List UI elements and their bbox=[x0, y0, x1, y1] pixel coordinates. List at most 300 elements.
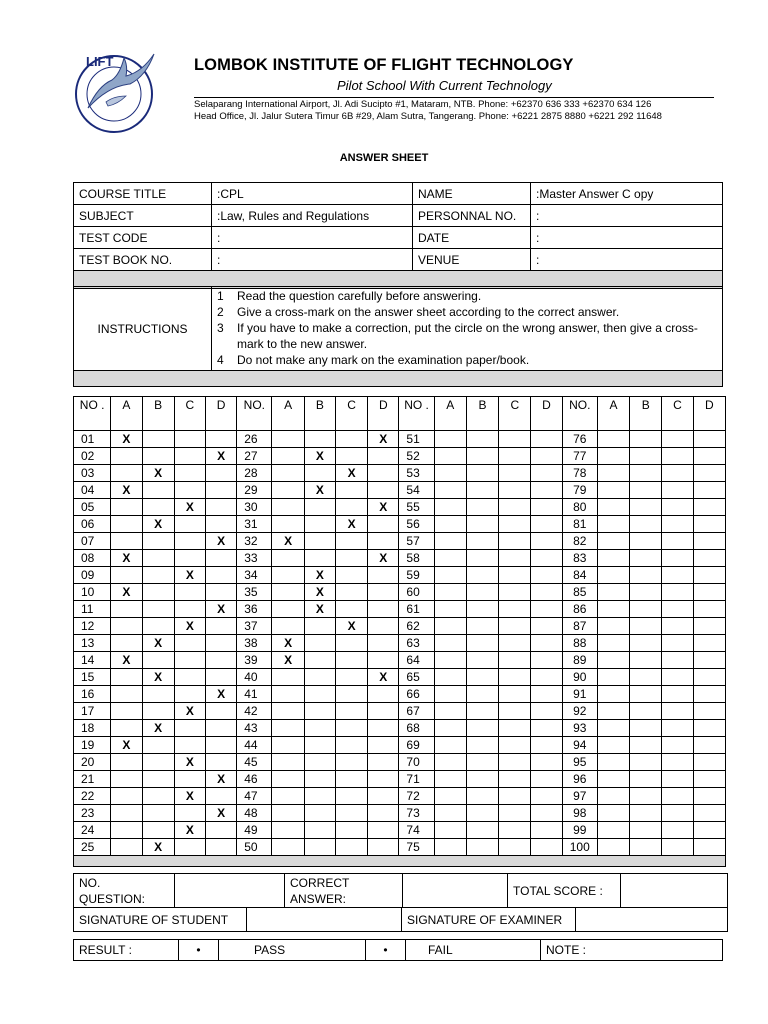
answer-cell-c[interactable] bbox=[335, 635, 367, 652]
answer-cell-c[interactable] bbox=[174, 448, 205, 465]
answer-cell-b[interactable] bbox=[630, 601, 662, 618]
answer-cell-a[interactable] bbox=[434, 448, 466, 465]
answer-cell-d[interactable] bbox=[531, 839, 562, 856]
answer-cell-c[interactable] bbox=[335, 499, 367, 516]
answer-cell-d[interactable] bbox=[693, 737, 725, 754]
answer-cell-b[interactable] bbox=[304, 516, 335, 533]
answer-cell-c[interactable] bbox=[499, 601, 531, 618]
answer-cell-a[interactable] bbox=[434, 652, 466, 669]
answer-cell-c[interactable] bbox=[499, 431, 531, 448]
answer-cell-b[interactable] bbox=[466, 448, 498, 465]
answer-cell-b[interactable] bbox=[630, 669, 662, 686]
answer-cell-b[interactable] bbox=[466, 703, 498, 720]
answer-cell-a[interactable] bbox=[597, 686, 629, 703]
answer-cell-a[interactable] bbox=[111, 533, 142, 550]
answer-cell-a[interactable] bbox=[111, 516, 142, 533]
answer-cell-b[interactable] bbox=[142, 448, 174, 465]
pass-option[interactable]: PASS bbox=[219, 940, 366, 961]
answer-cell-a[interactable] bbox=[434, 516, 466, 533]
answer-cell-c[interactable] bbox=[174, 431, 205, 448]
answer-cell-a[interactable] bbox=[434, 431, 466, 448]
answer-cell-b[interactable] bbox=[630, 822, 662, 839]
answer-cell-a[interactable] bbox=[597, 839, 629, 856]
answer-cell-c[interactable] bbox=[499, 550, 531, 567]
answer-cell-a[interactable] bbox=[434, 533, 466, 550]
answer-cell-a[interactable] bbox=[111, 601, 142, 618]
answer-cell-c[interactable] bbox=[499, 635, 531, 652]
answer-cell-d[interactable] bbox=[205, 652, 236, 669]
answer-cell-a[interactable] bbox=[272, 601, 304, 618]
answer-cell-c[interactable] bbox=[174, 669, 205, 686]
answer-cell-c[interactable] bbox=[499, 805, 531, 822]
answer-cell-a[interactable] bbox=[434, 584, 466, 601]
answer-cell-c[interactable] bbox=[662, 754, 693, 771]
answer-cell-c[interactable] bbox=[662, 550, 693, 567]
answer-cell-a[interactable] bbox=[434, 754, 466, 771]
date-value[interactable]: : bbox=[531, 227, 723, 249]
answer-cell-b[interactable] bbox=[142, 703, 174, 720]
answer-cell-c[interactable] bbox=[499, 567, 531, 584]
answer-cell-c[interactable] bbox=[335, 771, 367, 788]
answer-cell-c[interactable] bbox=[662, 703, 693, 720]
answer-cell-b[interactable] bbox=[630, 737, 662, 754]
answer-cell-a[interactable]: X bbox=[272, 533, 304, 550]
answer-cell-a[interactable] bbox=[272, 516, 304, 533]
answer-cell-a[interactable] bbox=[111, 618, 142, 635]
answer-cell-a[interactable] bbox=[272, 737, 304, 754]
answer-cell-c[interactable] bbox=[335, 737, 367, 754]
answer-cell-b[interactable]: X bbox=[142, 635, 174, 652]
answer-cell-a[interactable] bbox=[272, 584, 304, 601]
answer-cell-b[interactable]: X bbox=[304, 567, 335, 584]
answer-cell-b[interactable] bbox=[304, 686, 335, 703]
answer-cell-a[interactable] bbox=[272, 465, 304, 482]
answer-cell-d[interactable] bbox=[205, 822, 236, 839]
answer-cell-c[interactable] bbox=[174, 516, 205, 533]
answer-cell-d[interactable]: X bbox=[368, 669, 399, 686]
answer-cell-d[interactable] bbox=[368, 584, 399, 601]
answer-cell-d[interactable] bbox=[368, 822, 399, 839]
answer-cell-d[interactable] bbox=[531, 771, 562, 788]
answer-cell-c[interactable] bbox=[174, 805, 205, 822]
answer-cell-d[interactable] bbox=[368, 601, 399, 618]
answer-cell-c[interactable] bbox=[499, 482, 531, 499]
answer-cell-a[interactable] bbox=[272, 703, 304, 720]
answer-cell-a[interactable] bbox=[434, 567, 466, 584]
answer-cell-c[interactable] bbox=[174, 601, 205, 618]
answer-cell-c[interactable]: X bbox=[335, 618, 367, 635]
answer-cell-a[interactable] bbox=[434, 703, 466, 720]
answer-cell-c[interactable] bbox=[662, 720, 693, 737]
answer-cell-d[interactable] bbox=[693, 703, 725, 720]
answer-cell-b[interactable] bbox=[466, 669, 498, 686]
answer-cell-d[interactable] bbox=[531, 567, 562, 584]
answer-cell-d[interactable] bbox=[205, 584, 236, 601]
answer-cell-c[interactable]: X bbox=[174, 499, 205, 516]
answer-cell-c[interactable]: X bbox=[174, 822, 205, 839]
answer-cell-c[interactable] bbox=[662, 465, 693, 482]
answer-cell-c[interactable] bbox=[335, 567, 367, 584]
answer-cell-a[interactable] bbox=[434, 465, 466, 482]
answer-cell-d[interactable] bbox=[368, 788, 399, 805]
answer-cell-d[interactable] bbox=[205, 482, 236, 499]
total-score-field[interactable] bbox=[621, 874, 728, 908]
answer-cell-d[interactable] bbox=[693, 771, 725, 788]
answer-cell-b[interactable] bbox=[304, 550, 335, 567]
answer-cell-c[interactable] bbox=[499, 652, 531, 669]
answer-cell-c[interactable] bbox=[662, 788, 693, 805]
answer-cell-c[interactable]: X bbox=[335, 516, 367, 533]
answer-cell-b[interactable] bbox=[142, 499, 174, 516]
answer-cell-a[interactable] bbox=[597, 754, 629, 771]
answer-cell-d[interactable] bbox=[531, 669, 562, 686]
answer-cell-b[interactable]: X bbox=[142, 720, 174, 737]
answer-cell-d[interactable] bbox=[531, 550, 562, 567]
answer-cell-d[interactable] bbox=[205, 754, 236, 771]
answer-cell-c[interactable] bbox=[662, 584, 693, 601]
answer-cell-b[interactable] bbox=[630, 482, 662, 499]
answer-cell-d[interactable] bbox=[693, 465, 725, 482]
answer-cell-b[interactable] bbox=[142, 550, 174, 567]
answer-cell-d[interactable]: X bbox=[368, 431, 399, 448]
answer-cell-a[interactable] bbox=[434, 669, 466, 686]
answer-cell-b[interactable] bbox=[142, 533, 174, 550]
answer-cell-a[interactable] bbox=[434, 839, 466, 856]
answer-cell-b[interactable] bbox=[142, 652, 174, 669]
answer-cell-c[interactable] bbox=[335, 822, 367, 839]
answer-cell-b[interactable] bbox=[630, 720, 662, 737]
personnal-value[interactable]: : bbox=[531, 205, 723, 227]
answer-cell-c[interactable] bbox=[662, 669, 693, 686]
answer-cell-b[interactable]: X bbox=[142, 516, 174, 533]
answer-cell-c[interactable] bbox=[662, 805, 693, 822]
answer-cell-d[interactable] bbox=[368, 533, 399, 550]
answer-cell-c[interactable] bbox=[662, 601, 693, 618]
signature-examiner-field[interactable] bbox=[576, 908, 728, 932]
answer-cell-b[interactable] bbox=[466, 805, 498, 822]
answer-cell-d[interactable] bbox=[693, 805, 725, 822]
answer-cell-c[interactable] bbox=[499, 448, 531, 465]
answer-cell-b[interactable] bbox=[630, 448, 662, 465]
answer-cell-d[interactable]: X bbox=[205, 533, 236, 550]
answer-cell-d[interactable] bbox=[531, 686, 562, 703]
answer-cell-a[interactable] bbox=[111, 635, 142, 652]
answer-cell-a[interactable] bbox=[272, 499, 304, 516]
answer-cell-c[interactable] bbox=[174, 720, 205, 737]
answer-cell-b[interactable] bbox=[630, 754, 662, 771]
answer-cell-a[interactable] bbox=[434, 686, 466, 703]
answer-cell-d[interactable] bbox=[368, 720, 399, 737]
answer-cell-d[interactable] bbox=[368, 635, 399, 652]
answer-cell-d[interactable] bbox=[693, 822, 725, 839]
answer-cell-b[interactable] bbox=[466, 618, 498, 635]
answer-cell-b[interactable] bbox=[466, 516, 498, 533]
answer-cell-b[interactable] bbox=[304, 737, 335, 754]
answer-cell-d[interactable] bbox=[205, 550, 236, 567]
answer-cell-a[interactable] bbox=[272, 805, 304, 822]
answer-cell-d[interactable] bbox=[693, 448, 725, 465]
answer-cell-d[interactable] bbox=[531, 720, 562, 737]
answer-cell-b[interactable] bbox=[466, 465, 498, 482]
answer-cell-d[interactable] bbox=[531, 482, 562, 499]
name-value[interactable]: :Master Answer C opy bbox=[531, 183, 723, 205]
answer-cell-c[interactable]: X bbox=[174, 567, 205, 584]
answer-cell-b[interactable] bbox=[142, 805, 174, 822]
answer-cell-a[interactable] bbox=[272, 771, 304, 788]
answer-cell-a[interactable] bbox=[597, 618, 629, 635]
answer-cell-d[interactable] bbox=[531, 652, 562, 669]
fail-option[interactable]: FAIL bbox=[406, 940, 541, 961]
answer-cell-b[interactable] bbox=[630, 839, 662, 856]
answer-cell-d[interactable] bbox=[531, 533, 562, 550]
answer-cell-b[interactable] bbox=[466, 652, 498, 669]
answer-cell-b[interactable] bbox=[142, 567, 174, 584]
answer-cell-d[interactable] bbox=[531, 703, 562, 720]
answer-cell-c[interactable] bbox=[335, 669, 367, 686]
answer-cell-a[interactable]: X bbox=[272, 635, 304, 652]
answer-cell-d[interactable] bbox=[531, 822, 562, 839]
answer-cell-c[interactable] bbox=[174, 771, 205, 788]
answer-cell-a[interactable] bbox=[597, 652, 629, 669]
test-code-value[interactable]: : bbox=[212, 227, 413, 249]
answer-cell-d[interactable] bbox=[368, 703, 399, 720]
answer-cell-a[interactable]: X bbox=[111, 584, 142, 601]
answer-cell-d[interactable] bbox=[693, 516, 725, 533]
answer-cell-d[interactable] bbox=[693, 550, 725, 567]
answer-cell-b[interactable] bbox=[630, 703, 662, 720]
answer-cell-b[interactable] bbox=[630, 584, 662, 601]
answer-cell-b[interactable] bbox=[466, 686, 498, 703]
answer-cell-a[interactable]: X bbox=[111, 652, 142, 669]
answer-cell-d[interactable] bbox=[693, 720, 725, 737]
answer-cell-a[interactable]: X bbox=[111, 550, 142, 567]
answer-cell-d[interactable] bbox=[205, 567, 236, 584]
answer-cell-a[interactable] bbox=[434, 499, 466, 516]
answer-cell-b[interactable] bbox=[304, 788, 335, 805]
answer-cell-a[interactable] bbox=[434, 822, 466, 839]
answer-cell-b[interactable]: X bbox=[304, 482, 335, 499]
answer-cell-d[interactable] bbox=[205, 635, 236, 652]
answer-cell-c[interactable] bbox=[662, 567, 693, 584]
answer-cell-c[interactable] bbox=[174, 686, 205, 703]
answer-cell-c[interactable] bbox=[174, 482, 205, 499]
answer-cell-d[interactable] bbox=[693, 635, 725, 652]
answer-cell-a[interactable] bbox=[111, 567, 142, 584]
answer-cell-d[interactable] bbox=[205, 839, 236, 856]
answer-cell-b[interactable] bbox=[142, 431, 174, 448]
answer-cell-d[interactable] bbox=[693, 533, 725, 550]
answer-cell-a[interactable] bbox=[597, 516, 629, 533]
answer-cell-c[interactable] bbox=[662, 737, 693, 754]
answer-cell-a[interactable] bbox=[597, 448, 629, 465]
answer-cell-d[interactable] bbox=[531, 465, 562, 482]
answer-cell-b[interactable] bbox=[466, 550, 498, 567]
answer-cell-c[interactable] bbox=[335, 805, 367, 822]
answer-cell-c[interactable] bbox=[662, 822, 693, 839]
course-title-value[interactable]: :CPL bbox=[212, 183, 413, 205]
answer-cell-a[interactable] bbox=[597, 584, 629, 601]
answer-cell-c[interactable] bbox=[662, 652, 693, 669]
answer-cell-c[interactable] bbox=[335, 601, 367, 618]
answer-cell-d[interactable] bbox=[205, 737, 236, 754]
answer-cell-c[interactable]: X bbox=[174, 754, 205, 771]
answer-cell-c[interactable] bbox=[499, 516, 531, 533]
answer-cell-d[interactable] bbox=[368, 516, 399, 533]
answer-cell-c[interactable] bbox=[174, 584, 205, 601]
answer-cell-c[interactable] bbox=[499, 788, 531, 805]
answer-cell-b[interactable] bbox=[142, 788, 174, 805]
answer-cell-a[interactable] bbox=[111, 499, 142, 516]
pass-bullet-icon[interactable]: • bbox=[179, 940, 219, 961]
answer-cell-d[interactable] bbox=[368, 686, 399, 703]
answer-cell-a[interactable]: X bbox=[111, 482, 142, 499]
answer-cell-b[interactable] bbox=[466, 601, 498, 618]
answer-cell-a[interactable] bbox=[597, 703, 629, 720]
answer-cell-d[interactable] bbox=[531, 737, 562, 754]
answer-cell-d[interactable] bbox=[531, 788, 562, 805]
answer-cell-c[interactable] bbox=[499, 618, 531, 635]
answer-cell-b[interactable] bbox=[466, 567, 498, 584]
answer-cell-a[interactable] bbox=[597, 737, 629, 754]
answer-cell-b[interactable] bbox=[142, 482, 174, 499]
answer-cell-a[interactable] bbox=[597, 499, 629, 516]
answer-cell-b[interactable] bbox=[304, 771, 335, 788]
answer-cell-a[interactable] bbox=[434, 550, 466, 567]
answer-cell-c[interactable] bbox=[662, 448, 693, 465]
answer-cell-b[interactable] bbox=[304, 635, 335, 652]
answer-cell-b[interactable] bbox=[630, 652, 662, 669]
answer-cell-c[interactable] bbox=[174, 465, 205, 482]
answer-cell-a[interactable] bbox=[597, 550, 629, 567]
answer-cell-b[interactable] bbox=[142, 771, 174, 788]
answer-cell-a[interactable] bbox=[111, 771, 142, 788]
correct-answer-field[interactable] bbox=[403, 874, 508, 908]
answer-cell-a[interactable] bbox=[434, 805, 466, 822]
answer-cell-b[interactable] bbox=[630, 516, 662, 533]
answer-cell-b[interactable]: X bbox=[142, 669, 174, 686]
answer-cell-c[interactable] bbox=[662, 482, 693, 499]
answer-cell-b[interactable] bbox=[466, 533, 498, 550]
answer-cell-c[interactable]: X bbox=[174, 788, 205, 805]
answer-cell-b[interactable] bbox=[630, 771, 662, 788]
note-label[interactable]: NOTE : bbox=[541, 940, 723, 961]
answer-cell-d[interactable] bbox=[205, 788, 236, 805]
answer-cell-c[interactable] bbox=[335, 431, 367, 448]
answer-cell-b[interactable] bbox=[466, 720, 498, 737]
answer-cell-d[interactable] bbox=[368, 567, 399, 584]
answer-cell-d[interactable] bbox=[368, 448, 399, 465]
answer-cell-c[interactable]: X bbox=[335, 465, 367, 482]
answer-cell-d[interactable]: X bbox=[205, 805, 236, 822]
answer-cell-a[interactable]: X bbox=[111, 737, 142, 754]
answer-cell-c[interactable]: X bbox=[174, 618, 205, 635]
answer-cell-a[interactable] bbox=[111, 788, 142, 805]
answer-cell-a[interactable] bbox=[272, 431, 304, 448]
answer-cell-d[interactable] bbox=[531, 618, 562, 635]
answer-cell-c[interactable] bbox=[499, 533, 531, 550]
answer-cell-b[interactable] bbox=[304, 669, 335, 686]
answer-cell-a[interactable] bbox=[597, 805, 629, 822]
answer-cell-a[interactable] bbox=[434, 737, 466, 754]
answer-cell-a[interactable] bbox=[111, 448, 142, 465]
answer-cell-a[interactable]: X bbox=[272, 652, 304, 669]
answer-cell-a[interactable] bbox=[111, 754, 142, 771]
answer-cell-b[interactable] bbox=[630, 686, 662, 703]
answer-cell-c[interactable] bbox=[499, 737, 531, 754]
answer-cell-d[interactable] bbox=[205, 431, 236, 448]
answer-cell-a[interactable] bbox=[597, 533, 629, 550]
answer-cell-a[interactable] bbox=[272, 788, 304, 805]
answer-cell-c[interactable] bbox=[499, 584, 531, 601]
answer-cell-c[interactable] bbox=[335, 720, 367, 737]
answer-cell-c[interactable] bbox=[662, 516, 693, 533]
answer-cell-a[interactable] bbox=[111, 669, 142, 686]
answer-cell-d[interactable] bbox=[368, 737, 399, 754]
answer-cell-a[interactable] bbox=[272, 482, 304, 499]
answer-cell-a[interactable] bbox=[272, 754, 304, 771]
answer-cell-b[interactable] bbox=[304, 618, 335, 635]
answer-cell-a[interactable] bbox=[111, 822, 142, 839]
answer-cell-c[interactable] bbox=[662, 839, 693, 856]
answer-cell-a[interactable] bbox=[597, 482, 629, 499]
answer-cell-b[interactable] bbox=[142, 822, 174, 839]
answer-cell-c[interactable] bbox=[174, 550, 205, 567]
test-book-value[interactable]: : bbox=[212, 249, 413, 271]
answer-cell-d[interactable]: X bbox=[205, 601, 236, 618]
answer-cell-c[interactable] bbox=[662, 635, 693, 652]
answer-cell-c[interactable] bbox=[499, 703, 531, 720]
answer-cell-d[interactable] bbox=[531, 601, 562, 618]
answer-cell-a[interactable] bbox=[272, 448, 304, 465]
answer-cell-b[interactable] bbox=[304, 805, 335, 822]
answer-cell-b[interactable] bbox=[304, 499, 335, 516]
answer-cell-c[interactable] bbox=[662, 618, 693, 635]
answer-cell-b[interactable] bbox=[466, 822, 498, 839]
answer-cell-b[interactable] bbox=[630, 499, 662, 516]
answer-cell-a[interactable] bbox=[597, 788, 629, 805]
answer-cell-c[interactable] bbox=[174, 533, 205, 550]
answer-cell-a[interactable] bbox=[111, 805, 142, 822]
answer-cell-d[interactable] bbox=[368, 652, 399, 669]
answer-cell-b[interactable] bbox=[304, 652, 335, 669]
answer-cell-d[interactable]: X bbox=[205, 686, 236, 703]
answer-cell-c[interactable] bbox=[662, 431, 693, 448]
answer-cell-a[interactable] bbox=[111, 839, 142, 856]
answer-cell-c[interactable]: X bbox=[174, 703, 205, 720]
answer-cell-c[interactable] bbox=[499, 839, 531, 856]
answer-cell-a[interactable] bbox=[434, 618, 466, 635]
answer-cell-c[interactable] bbox=[174, 635, 205, 652]
answer-cell-a[interactable]: X bbox=[111, 431, 142, 448]
answer-cell-d[interactable] bbox=[205, 465, 236, 482]
answer-cell-b[interactable] bbox=[142, 584, 174, 601]
answer-cell-b[interactable] bbox=[304, 720, 335, 737]
answer-cell-b[interactable] bbox=[630, 465, 662, 482]
answer-cell-d[interactable] bbox=[693, 482, 725, 499]
answer-cell-b[interactable] bbox=[304, 703, 335, 720]
answer-cell-b[interactable] bbox=[630, 533, 662, 550]
answer-cell-b[interactable] bbox=[466, 499, 498, 516]
answer-cell-a[interactable] bbox=[597, 720, 629, 737]
answer-cell-d[interactable]: X bbox=[368, 550, 399, 567]
answer-cell-b[interactable] bbox=[466, 839, 498, 856]
answer-cell-a[interactable] bbox=[597, 771, 629, 788]
answer-cell-d[interactable]: X bbox=[205, 771, 236, 788]
answer-cell-d[interactable] bbox=[693, 839, 725, 856]
answer-cell-d[interactable] bbox=[531, 805, 562, 822]
answer-cell-a[interactable] bbox=[272, 720, 304, 737]
answer-cell-c[interactable] bbox=[335, 703, 367, 720]
